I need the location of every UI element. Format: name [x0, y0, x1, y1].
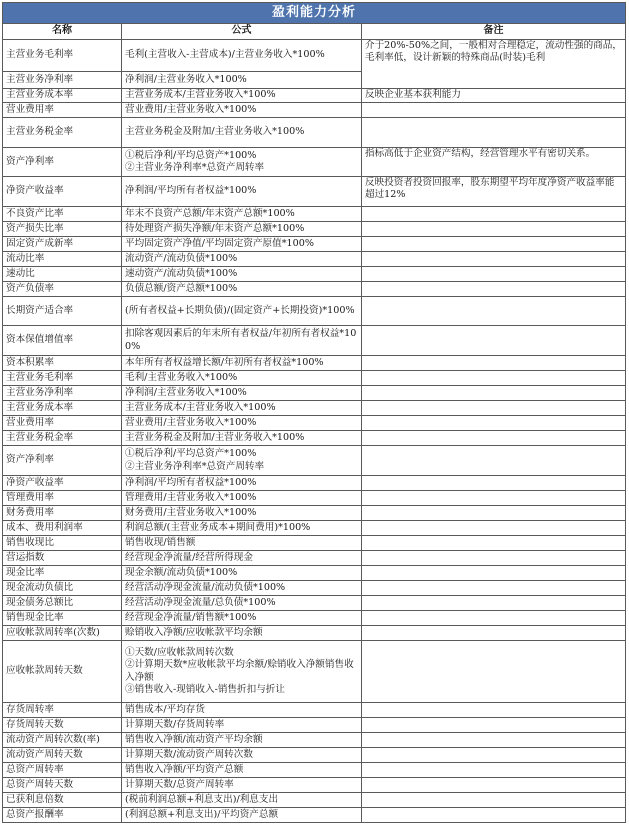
table-row — [3, 733, 626, 748]
table-row — [3, 356, 626, 371]
note-cell[interactable] — [362, 733, 626, 748]
metric-name[interactable]: 存货周转天数 — [3, 718, 122, 733]
metric-formula[interactable]: 销售收入净额/平均资产总额 — [122, 763, 362, 778]
note-gross-margin[interactable]: 介于20%-50%之间，一般相对合理稳定，流动性强的商品，毛利率低，设计新颖的特殊商品(时装)毛利 — [362, 40, 626, 89]
note-cell[interactable] — [362, 641, 626, 703]
note-cell[interactable] — [362, 506, 626, 521]
metric-formula[interactable]: 利润总额/(主营业务成本+期间费用)*100% — [122, 521, 362, 536]
table-row — [3, 371, 626, 386]
metric-name[interactable]: 存货周转率 — [3, 703, 122, 718]
metric-name[interactable]: 主营业务成本率 — [3, 401, 122, 416]
sheet-title[interactable]: 盈利能力分析 — [3, 3, 626, 24]
metric-formula[interactable]: 平均固定资产净值/平均固定资产原值*100% — [122, 237, 362, 252]
formula-line: ①税后净利/平均总资产*100% — [125, 149, 257, 161]
note-cell[interactable] — [362, 282, 626, 297]
table-row — [3, 748, 626, 763]
metric-formula[interactable]: 扣除客观因素后的年末所有者权益/年初所有者权益*100% — [122, 326, 362, 356]
metric-formula[interactable]: 赊销收入净额/应收帐款平均余额 — [122, 626, 362, 641]
metric-name[interactable]: 主营业务税金率 — [3, 431, 122, 446]
table-row — [3, 401, 626, 416]
metric-formula[interactable]: 计算期天数/流动资产周转次数 — [122, 748, 362, 763]
table-row — [3, 431, 626, 446]
metric-name[interactable]: 现金比率 — [3, 566, 122, 581]
metric-name[interactable]: 总资产报酬率 — [3, 808, 122, 823]
table-row — [3, 718, 626, 733]
metric-formula[interactable]: 经营活动净现金流量/总负债*100% — [122, 596, 362, 611]
metric-formula[interactable]: (利润总额+利息支出)/平均资产总额 — [122, 808, 362, 823]
metric-name[interactable]: 资产净利率 — [3, 446, 122, 476]
metric-name[interactable]: 主营业务净利率 — [3, 72, 122, 89]
table-row — [3, 103, 626, 118]
metric-name[interactable]: 主营业务净利率 — [3, 386, 122, 401]
metric-formula[interactable]: (税前利润总额+利息支出)/利息支出 — [122, 793, 362, 808]
table-row — [3, 267, 626, 282]
metric-formula[interactable]: 负债总额/资产总额*100% — [122, 282, 362, 297]
metric-name[interactable]: 流动比率 — [3, 252, 122, 267]
note-roe[interactable]: 反映投资者投资回报率，股东期望平均年度净资产收益率能超过12% — [362, 177, 626, 207]
metric-name[interactable]: 主营业务税金率 — [3, 118, 122, 148]
note-cell[interactable] — [362, 566, 626, 581]
metric-name[interactable]: 资产负债率 — [3, 282, 122, 297]
table-row — [3, 566, 626, 581]
metric-name[interactable]: 流动资产周转天数 — [3, 748, 122, 763]
note-cell[interactable] — [362, 581, 626, 596]
metric-formula[interactable] — [122, 148, 362, 177]
metric-formula[interactable]: 经营现金净流量/经营所得现金 — [122, 551, 362, 566]
metric-name[interactable]: 应收帐款周转天数 — [3, 641, 122, 703]
note-cell[interactable] — [362, 778, 626, 793]
table-row — [3, 207, 626, 222]
metric-name[interactable]: 现金债务总额比 — [3, 596, 122, 611]
note-cell[interactable] — [362, 521, 626, 536]
table-row — [3, 282, 626, 297]
metric-name[interactable]: 净资产收益率 — [3, 476, 122, 491]
note-cell[interactable] — [362, 611, 626, 626]
table-row — [3, 40, 626, 72]
note-cell[interactable] — [362, 222, 626, 237]
table-row — [3, 148, 626, 177]
table-row — [3, 596, 626, 611]
metric-formula[interactable]: 经营活动净现金流量/流动负债*100% — [122, 581, 362, 596]
metric-name[interactable]: 不良资产比率 — [3, 207, 122, 222]
formula-line: ①天数/应收帐款周转次数 — [125, 646, 234, 658]
note-cell[interactable] — [362, 476, 626, 491]
table-row — [3, 446, 626, 476]
note-roa[interactable]: 指标高低于企业资产结构，经营管理水平有密切关系。 — [362, 148, 626, 177]
metric-name[interactable]: 总资产周转率 — [3, 763, 122, 778]
note-cell[interactable] — [362, 446, 626, 476]
metric-name[interactable]: 营业费用率 — [3, 416, 122, 431]
table-row — [3, 778, 626, 793]
formula-line: ①税后净利/平均总资产*100% — [125, 448, 257, 460]
formula-line: ②主营业务净利率*总资产周转率 — [125, 162, 265, 173]
note-cell[interactable] — [362, 491, 626, 506]
formula-line: ②计算期天数*应收帐款平均余额/赊销收入净额销售收入净额 — [125, 659, 354, 683]
table-row — [3, 89, 626, 103]
table-row — [3, 641, 626, 703]
metric-formula[interactable]: 净利润/平均所有者权益*100% — [122, 177, 362, 207]
note-cell[interactable] — [362, 401, 626, 416]
table-row — [3, 581, 626, 596]
metric-name[interactable]: 资产损失比率 — [3, 222, 122, 237]
note-cell[interactable] — [362, 416, 626, 431]
note-cell[interactable] — [362, 536, 626, 551]
table-row — [3, 626, 626, 641]
table-row — [3, 177, 626, 207]
metric-name[interactable]: 净资产收益率 — [3, 177, 122, 207]
metric-name[interactable]: 销售现金比率 — [3, 611, 122, 626]
table-row — [3, 793, 626, 808]
metric-formula[interactable]: 速动资产/流动负债*100% — [122, 267, 362, 282]
table-row — [3, 118, 626, 148]
note-cell[interactable] — [362, 267, 626, 282]
note-cell[interactable] — [362, 356, 626, 371]
metric-formula[interactable] — [122, 641, 362, 703]
note-cell[interactable] — [362, 371, 626, 386]
metric-name[interactable]: 已获利息倍数 — [3, 793, 122, 808]
metric-formula[interactable]: 主营业务成本/主营业务收入*100% — [122, 89, 362, 103]
note-cell[interactable] — [362, 237, 626, 252]
note-cell[interactable] — [362, 103, 626, 118]
metric-name[interactable]: 资产净利率 — [3, 148, 122, 177]
table-row — [3, 416, 626, 431]
note-cell[interactable] — [362, 326, 626, 356]
metric-name[interactable]: 成本、费用利润率 — [3, 521, 122, 536]
table-row — [3, 551, 626, 566]
metric-formula[interactable]: 净利润/主营业务收入*100% — [122, 72, 362, 89]
note-cell[interactable] — [362, 748, 626, 763]
metric-formula[interactable]: 毛利/主营业务收入*100% — [122, 371, 362, 386]
metric-formula[interactable]: 净利润/主营业务收入*100% — [122, 386, 362, 401]
metric-name[interactable]: 总资产周转天数 — [3, 778, 122, 793]
note-cell[interactable] — [362, 808, 626, 823]
note-cell[interactable] — [362, 386, 626, 401]
metric-formula[interactable]: 销售成本/平均存货 — [122, 703, 362, 718]
metric-formula[interactable]: 流动资产/流动负债*100% — [122, 252, 362, 267]
table-row — [3, 491, 626, 506]
note-cell[interactable] — [362, 551, 626, 566]
metric-formula[interactable]: 销售收现/销售额 — [122, 536, 362, 551]
metric-name[interactable]: 主营业务成本率 — [3, 89, 122, 103]
note-cell[interactable] — [362, 703, 626, 718]
spreadsheet — [2, 2, 625, 823]
note-cell[interactable] — [362, 207, 626, 222]
metric-name[interactable]: 速动比 — [3, 267, 122, 282]
metric-name[interactable]: 长期资产适合率 — [3, 297, 122, 326]
table-row — [3, 476, 626, 491]
note-cell[interactable] — [362, 718, 626, 733]
metric-name[interactable]: 现金流动负债比 — [3, 581, 122, 596]
header-name[interactable]: 名称 — [3, 24, 122, 40]
metric-name[interactable]: 流动资产周转次数(率) — [3, 733, 122, 748]
table-row — [3, 386, 626, 401]
formula-line: ③销售收入-现销收入-销售折扣与折让 — [125, 683, 285, 695]
metric-name[interactable]: 财务费用率 — [3, 506, 122, 521]
note-cell[interactable] — [362, 763, 626, 778]
header-formula[interactable]: 公式 — [122, 24, 362, 40]
table-row — [3, 763, 626, 778]
table-row — [3, 506, 626, 521]
metric-formula[interactable]: 销售收入净额/流动资产平均余额 — [122, 733, 362, 748]
formula-line: ②主营业务净利率*总资产周转率 — [125, 460, 265, 472]
metric-name[interactable]: 资本保值增值率 — [3, 326, 122, 356]
metric-formula[interactable]: 计算期天数/存货周转率 — [122, 718, 362, 733]
note-cell[interactable] — [362, 118, 626, 148]
metric-name[interactable]: 主营业务毛利率 — [3, 371, 122, 386]
metric-formula[interactable]: 待处理资产损失净额/年末资产总额*100% — [122, 222, 362, 237]
metric-formula[interactable]: 净利润/平均所有者权益*100% — [122, 476, 362, 491]
table-row — [3, 521, 626, 536]
note-cell[interactable] — [362, 431, 626, 446]
metric-name[interactable]: 管理费用率 — [3, 491, 122, 506]
table-row — [3, 252, 626, 267]
note-cell[interactable] — [362, 626, 626, 641]
table-row — [3, 297, 626, 326]
table-row — [3, 808, 626, 823]
metric-formula[interactable]: 营业费用/主营业务收入*100% — [122, 103, 362, 118]
metric-formula[interactable]: 本年所有者权益增长额/年初所有者权益*100% — [122, 356, 362, 371]
metric-formula[interactable]: (所有者权益+长期负债)/(固定资产+长期投资)*100% — [122, 297, 362, 326]
table-row — [3, 536, 626, 551]
note-cell[interactable] — [362, 252, 626, 267]
note-cell[interactable] — [362, 596, 626, 611]
metric-formula[interactable]: 毛利(主营收入-主营成本)/主营业务收入*100% — [122, 40, 362, 72]
metric-formula[interactable]: 管理费用/主营业务收入*100% — [122, 491, 362, 506]
note-net-margin[interactable]: 反映企业基本获利能力 — [362, 89, 626, 103]
metric-formula[interactable]: 现金余额/流动负债*100% — [122, 566, 362, 581]
metric-formula[interactable]: 主营业务成本/主营业务收入*100% — [122, 401, 362, 416]
note-cell[interactable] — [362, 793, 626, 808]
metric-formula[interactable]: 财务费用/主营业务收入*100% — [122, 506, 362, 521]
metric-name[interactable]: 主营业务毛利率 — [3, 40, 122, 72]
metric-name[interactable]: 销售收现比 — [3, 536, 122, 551]
table-row — [3, 703, 626, 718]
metric-formula[interactable] — [122, 446, 362, 476]
table-row — [3, 222, 626, 237]
metric-formula[interactable]: 营业费用/主营业务收入*100% — [122, 416, 362, 431]
header-note[interactable]: 备注 — [362, 24, 626, 40]
metric-formula[interactable]: 年末不良资产总额/年末资产总额*100% — [122, 207, 362, 222]
table-row — [3, 237, 626, 252]
metric-name[interactable]: 固定资产成新率 — [3, 237, 122, 252]
metric-name[interactable]: 应收帐款周转率(次数) — [3, 626, 122, 641]
table-row — [3, 326, 626, 356]
table-row — [3, 611, 626, 626]
metric-formula[interactable]: 计算期天数/总资产周转率 — [122, 778, 362, 793]
metric-name[interactable]: 营运指数 — [3, 551, 122, 566]
note-cell[interactable] — [362, 297, 626, 326]
metric-formula[interactable]: 经营现金净流量/销售额*100% — [122, 611, 362, 626]
profitability-table — [2, 2, 626, 823]
metric-formula[interactable]: 主营业务税金及附加/主营业务收入*100% — [122, 431, 362, 446]
metric-formula[interactable]: 主营业务税金及附加/主营业务收入*100% — [122, 118, 362, 148]
metric-name[interactable]: 营业费用率 — [3, 103, 122, 118]
metric-name[interactable]: 资本积累率 — [3, 356, 122, 371]
